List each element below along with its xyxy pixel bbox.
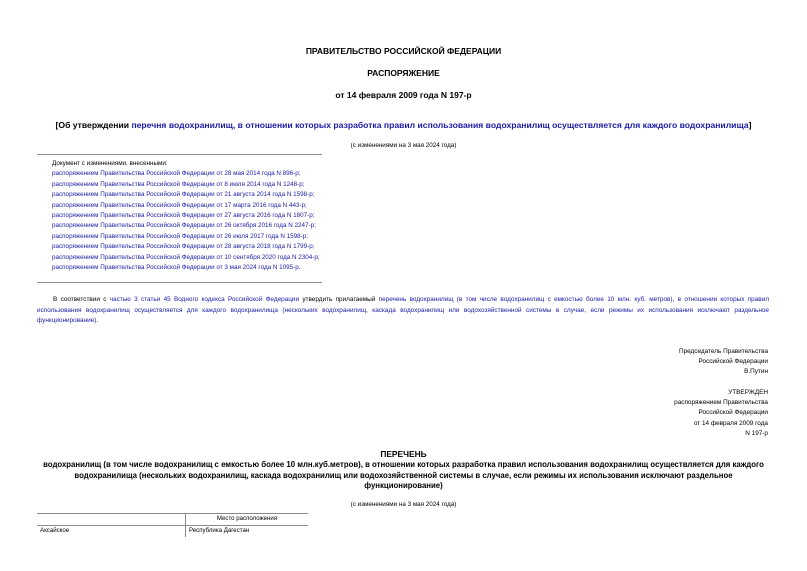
revisions-bottom-rule [37, 282, 322, 283]
table-header-name [37, 514, 186, 526]
document-type: РАСПОРЯЖЕНИЕ [367, 68, 440, 78]
body-text-2: утвердить прилагаемый [299, 296, 379, 303]
signature-role-2: Российской Федерации [698, 358, 768, 366]
body-text-3: . [96, 317, 99, 324]
revision-link[interactable]: распоряжением Правительства Российской Федерации от 26 июля 2017 года N 1598-р; [52, 232, 308, 240]
revision-link[interactable]: распоряжением Правительства Российской Федерации от 21 августа 2014 года N 1598-р; [52, 191, 315, 199]
signature-role-1: Председатель Правительства [679, 348, 768, 355]
revision-link[interactable]: распоряжением Правительства Российской Федерации от 8 июля 2014 года N 1248-р; [52, 180, 305, 188]
list-title: ПЕРЕЧЕНЬ [380, 449, 427, 459]
list-subtitle: водохранилищ (в том числе водохранилищ с емкостью более 10 млн.куб.метров), в отношении которых разработка правил использования водохранилищ осуществляется для каждого водохранилища (нескольких водохранилищ, каскада водохранилищ или водохозяйственной системы в случае, если режимы их использования исключают раздельное функционирование) [43, 460, 764, 491]
water-code-link[interactable]: частью 3 статьи 45 Водного кодекса Российской Федерации [109, 296, 300, 303]
revision-link[interactable]: распоряжением Правительства Российской Федерации от 17 марта 2016 года N 443-р; [52, 201, 307, 209]
revision-link[interactable]: распоряжением Правительства Российской Федерации от 28 августа 2018 года N 1799-р; [52, 243, 315, 251]
signature-name: В.Путин [744, 368, 768, 376]
reservoir-list-link[interactable]: перечень водохранилищ (в том числе водохранилищ с емкостью более 10 млн. куб. метров), в отношении которых правил использования водохранилищ осуществляется для каждого водохранилища (нескольких водохранилищ, каскада водохранилищ или водохозяйственной системы в случае, если режимы их использования исключают раздельное функционирование) [37, 296, 769, 324]
document-title [0, 120, 807, 130]
government-heading: ПРАВИТЕЛЬСТВО РОССИЙСКОЙ ФЕДЕРАЦИИ [305, 46, 502, 56]
revisions-heading: Документ с изменениями, внесенными: [52, 160, 168, 167]
list-revision-note: (с изменениями на 3 мая 2024 года) [350, 501, 457, 508]
approval-block [674, 388, 768, 439]
title-bracket-open: [Об утверждении [55, 120, 132, 130]
approval-line-4: N 197-р [745, 429, 768, 437]
revisions-list [52, 159, 320, 273]
approval-label: УТВЕРЖДЕН [728, 389, 768, 396]
approval-line-1: распоряжением Правительства [674, 399, 768, 407]
revisions-top-rule [37, 154, 322, 155]
table-cell-name: Аксайское [40, 527, 70, 534]
table-header-location: Место расположения [186, 514, 309, 526]
revision-link[interactable]: распоряжением Правительства Российской Федерации от 28 мая 2014 года N 896-р; [52, 170, 301, 178]
revision-link[interactable]: распоряжением Правительства Российской Федерации от 27 августа 2016 года N 1807-р; [52, 212, 315, 220]
signature-block [679, 347, 768, 378]
document-date: от 14 февраля 2009 года N 197-р [335, 90, 472, 100]
body-text-1: В соответствии с [53, 296, 110, 303]
revision-link[interactable]: распоряжением Правительства Российской Федерации от 3 мая 2024 года N 1095-р. [52, 264, 301, 272]
approval-line-3: от 14 февраля 2009 года [693, 419, 768, 427]
table-row [37, 526, 308, 538]
revision-link[interactable]: распоряжением Правительства Российской Федерации от 10 сентября 2020 года N 2304-р; [52, 253, 320, 261]
title-revision-note: (с изменениями на 3 мая 2024 года) [350, 142, 457, 149]
table-header-row [37, 514, 308, 526]
title-link[interactable]: перечня водохранилищ, в отношении которых разработка правил использования водохранилищ осуществляется для каждого водохранилища [131, 120, 749, 130]
title-bracket-close: ] [748, 120, 752, 130]
approval-line-2: Российской Федерации [698, 409, 768, 417]
revision-link[interactable]: распоряжением Правительства Российской Федерации от 26 октября 2016 года N 2247-р; [52, 222, 316, 230]
reservoir-table [37, 513, 308, 537]
table-cell-location: Республика Дагестан [186, 526, 309, 538]
body-paragraph [37, 295, 769, 327]
